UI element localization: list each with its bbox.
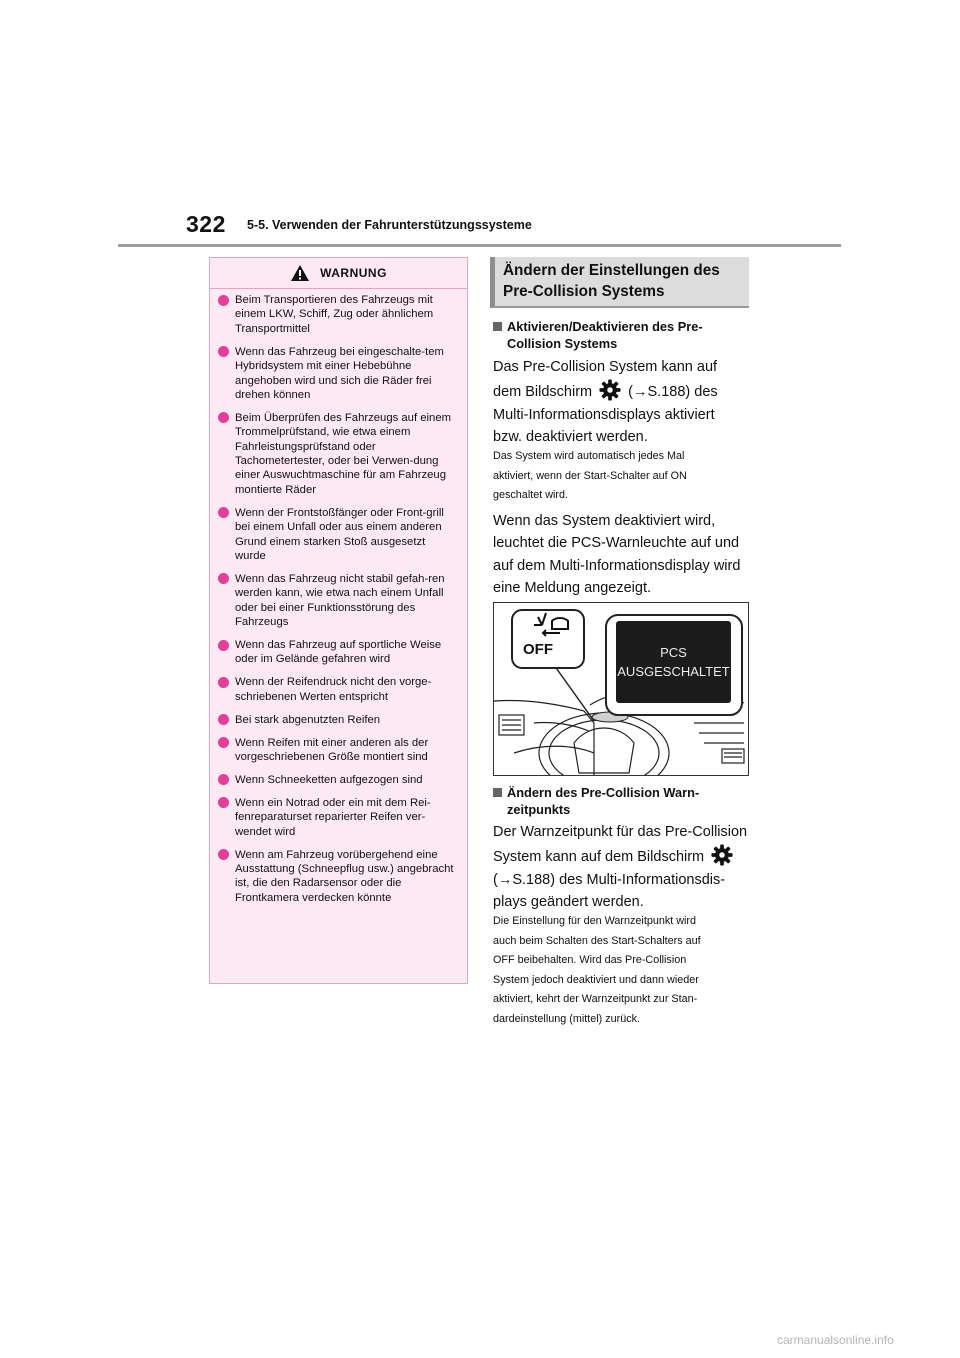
text-line [493,379,753,403]
gear-icon [599,379,621,401]
warning-text: Wenn das Fahrzeug bei eingeschalte-tem Hybridsystem mit einer Hebebühne angehoben wird und sich die Räder frei drehen können [235,345,444,401]
subheading-activate [493,319,751,352]
text-line: aktiviert, wenn der Start-Schalter auf ON [493,469,687,482]
subheading-line: Collision Systems [507,335,618,351]
header-divider [118,244,841,247]
activate-paragraph [493,356,753,449]
text-line: auf dem Multi-Informationsdisplay wird [493,557,741,574]
text-line: eine Meldung angezeigt. [493,580,652,597]
bullet-icon [218,346,229,357]
warning-title: WARNUNG [320,266,387,280]
text-line: Multi-Informationsdisplays aktiviert [493,406,715,423]
warning-text: Beim Transportieren des Fahrzeugs mit einem LKW, Schiff, Zug oder ähnlichem Transportmittel [235,294,434,335]
bullet-icon [218,573,229,584]
section-title-line: Pre-Collision Systems [503,283,665,300]
warning-text: Wenn das Fahrzeug auf sportliche Weise oder im Gelände gefahren wird [235,639,442,666]
warning-box [209,257,468,984]
text-fragment: (→S.188) des [628,384,718,401]
text-line: Wenn das System deaktiviert wird, [493,513,716,529]
warning-triangle-icon [290,264,310,282]
text-line: Das System wird automatisch jedes Mal [493,450,685,462]
subheading-line: Aktivieren/Deaktivieren des Pre- [507,319,703,334]
activate-note [493,447,753,506]
watermark: carmanualsonline.info [777,1333,894,1347]
list-item [218,736,459,765]
pcs-off-label: OFF [523,641,553,658]
warning-text: Wenn Schneeketten aufgezogen sind [235,773,423,786]
bullet-icon [218,774,229,785]
bullet-icon [218,295,229,306]
list-item [218,773,459,787]
text-line: auch beim Schalten des Start-Schalters auf [493,934,701,947]
warning-text: Wenn am Fahrzeug vorübergehend eine Ausstattung (Schneepflug usw.) angebracht ist, die den Radarsensor oder die Frontkamera verdecken könnte [235,848,454,904]
warning-text: Wenn das Fahrzeug nicht stabil gefah-ren werden kann, wie etwa nach einem Unfall oder bei einer Funktionsstörung des Fahrzeugs [235,572,445,629]
bullet-icon [218,412,229,423]
bullet-icon [218,849,229,860]
text-fragment: dem Bildschirm [493,384,593,401]
subheading-line: Ändern des Pre-Collision Warn- [507,785,700,800]
warning-text: Bei stark abgenutzten Reifen [235,713,381,726]
list-item [218,796,459,839]
bullet-icon [218,714,229,725]
text-line [493,844,753,868]
section-title-box [490,257,749,308]
multi-info-display [616,621,731,703]
text-line: System jedoch deaktiviert und dann wieder [493,973,699,986]
text-fragment: System kann auf dem Bildschirm [493,849,705,866]
list-item [218,675,459,704]
display-line: AUSGESCHALTET [617,664,730,679]
section-title-line: Ändern der Einstellungen des [503,262,720,279]
warning-header [210,258,467,289]
text-line: Die Einstellung für den Warnzeitpunkt wird [493,915,697,927]
text-line: Der Warnzeitpunkt für das Pre-Collision [493,824,748,840]
list-item [218,572,459,630]
text-line: (→S.188) des Multi-Informationsdis- [493,871,726,888]
warn-timing-paragraph [493,821,753,914]
list-item [218,345,459,403]
gear-icon [711,844,733,866]
warning-text: Wenn ein Notrad oder ein mit dem Rei-fenreparaturset reparierter Reifen ver-wendet wird [235,796,431,838]
text-line: dardeinstellung (mittel) zurück. [493,1012,641,1025]
bullet-icon [218,507,229,518]
bullet-icon [218,677,229,688]
subheading-warn-timing [493,785,751,818]
text-line: geschaltet wird. [493,489,569,501]
list-item [218,713,459,727]
warning-text: Wenn der Frontstoßfänger oder Front-grill bei einem Unfall oder aus einem anderen Grund einem starken Stoß ausgesetzt wurde [235,506,444,562]
warning-text: Wenn Reifen mit einer anderen als der vorgeschriebenen Größe montiert sind [235,736,429,763]
bullet-icon [218,737,229,748]
text-line: Das Pre-Collision System kann auf [493,359,718,375]
square-bullet-icon [493,322,502,331]
text-line: aktiviert, kehrt der Warnzeitpunkt zur Stan- [493,993,698,1005]
text-line: bzw. deaktiviert werden. [493,429,648,446]
list-item [218,506,459,564]
warning-text: Beim Überprüfen des Fahrzeugs auf einem Trommelprüfstand, wie etwa einem Fahrleistungsprüfstand oder Tachometertester, oder bei Verwen-dung einer Auswuchtmaschine für am Fahrzeug montierte Räder [235,411,452,496]
list-item [218,848,459,906]
bullet-icon [218,640,229,651]
square-bullet-icon [493,788,502,797]
subheading-line: zeitpunkts [507,801,571,817]
warn-timing-note [493,912,753,1029]
list-item [218,411,459,497]
display-line: PCS [660,645,687,660]
text-line: plays geändert werden. [493,894,644,911]
bullet-icon [218,797,229,808]
page-number: 322 [186,211,226,237]
list-item [218,293,459,336]
activate-paragraph-2 [493,510,753,600]
warning-text: Wenn der Reifendruck nicht den vorge-schriebenen Werten entspricht [235,676,432,703]
section-heading: 5-5. Verwenden der Fahrunterstützungssysteme [247,218,532,232]
text-line: OFF beibehalten. Wird das Pre-Collision [493,954,687,966]
list-item [218,638,459,667]
text-line: leuchtet die PCS-Warnleuchte auf und [493,535,740,552]
warning-list [210,289,467,905]
